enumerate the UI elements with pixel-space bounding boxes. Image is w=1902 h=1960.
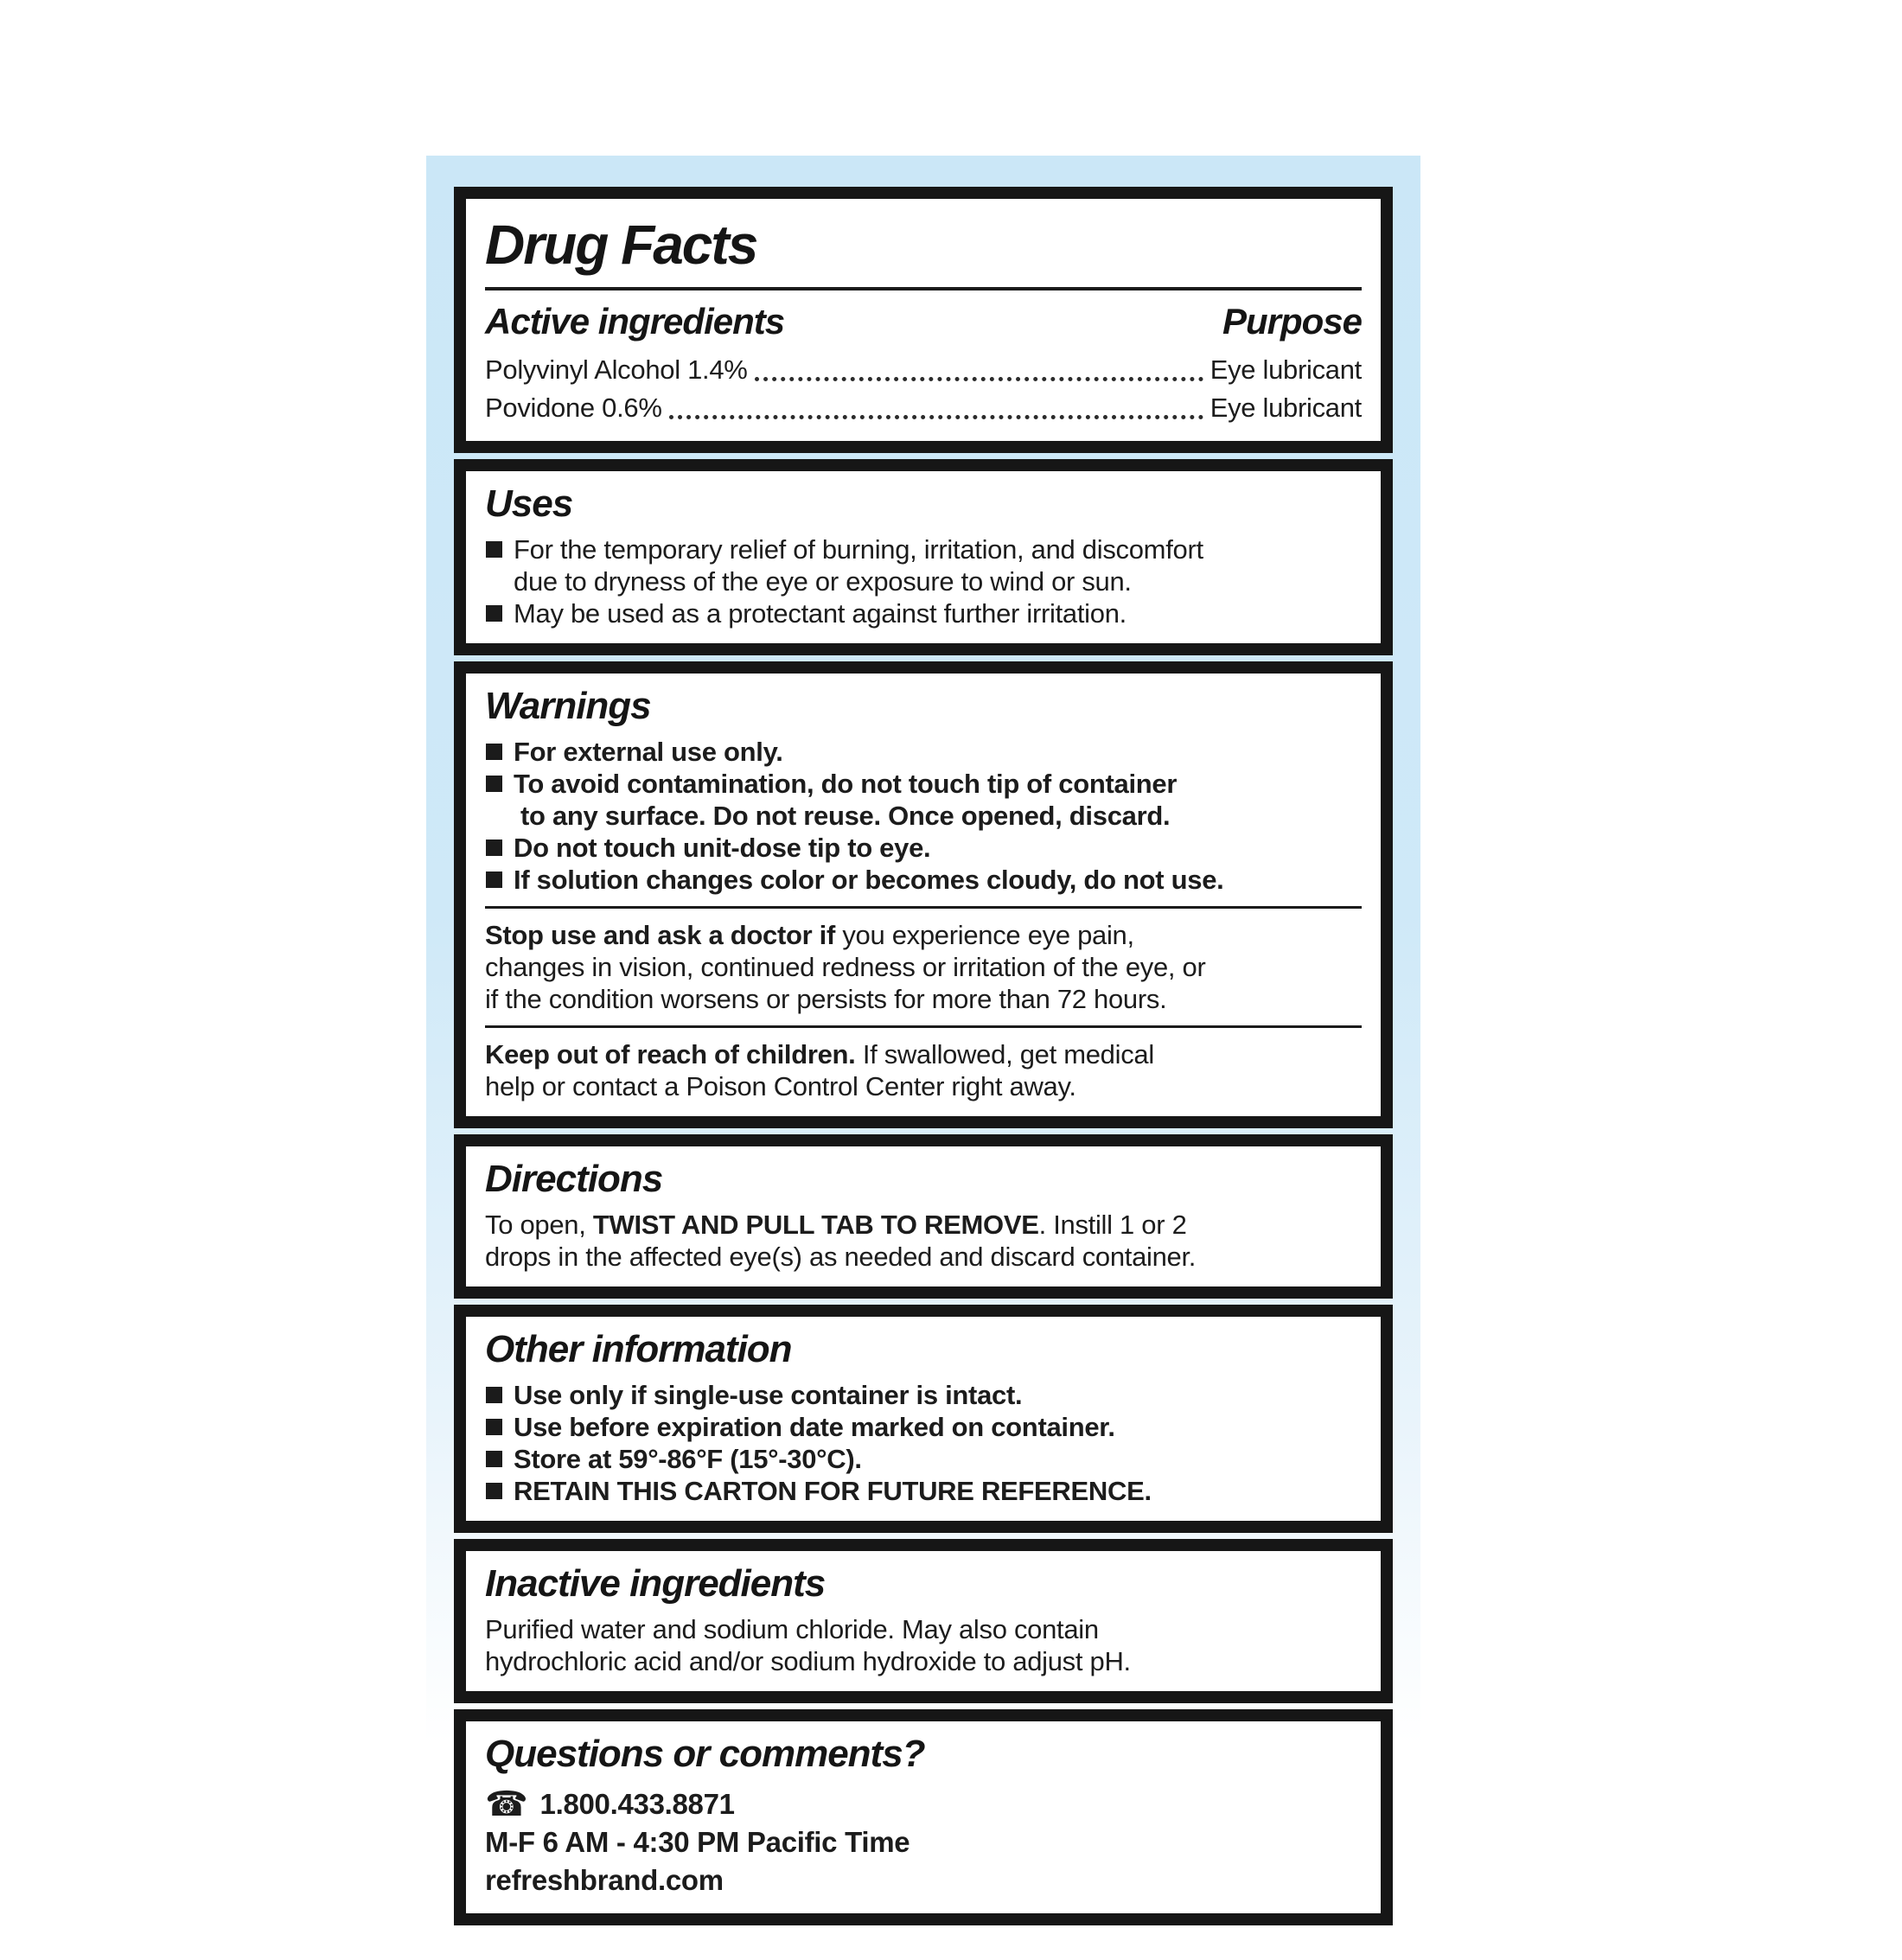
active-purpose-header-row xyxy=(485,301,1362,342)
keep-out-lead: Keep out of reach of children. xyxy=(485,1039,856,1069)
other-info-bullet xyxy=(485,1443,1362,1475)
stop-use-text: changes in vision, continued redness or irritation of the eye, or xyxy=(485,952,1206,982)
other-information-heading: Other information xyxy=(485,1328,792,1370)
keep-out-text: help or contact a Poison Control Center right away. xyxy=(485,1071,1076,1101)
uses-bullet-text: May be used as a protectant against further irritation. xyxy=(514,598,1127,629)
section-other-information xyxy=(454,1305,1393,1533)
directions-text: . Instill 1 or 2 xyxy=(1038,1210,1187,1240)
phone-icon: ☎ xyxy=(485,1785,528,1823)
stop-use-text: if the condition worsens or persists for more than 72 hours. xyxy=(485,984,1167,1014)
dot-leader xyxy=(669,415,1203,419)
phone-number: 1.800.433.8871 xyxy=(539,1788,735,1820)
stop-use-lead: Stop use and ask a doctor if xyxy=(485,920,836,950)
warning-bullet xyxy=(485,864,1362,896)
square-bullet-icon xyxy=(486,744,502,760)
drug-facts-title: Drug Facts xyxy=(485,214,757,276)
warnings-divider xyxy=(485,1025,1362,1028)
section-directions xyxy=(454,1134,1393,1299)
active-ingredient-row xyxy=(485,389,1362,427)
ingredient-name: Polyvinyl Alcohol 1.4% xyxy=(485,354,748,385)
directions-bold-text: TWIST AND PULL TAB TO REMOVE xyxy=(592,1210,1039,1240)
warning-text: If solution changes color or becomes cloudy, do not use. xyxy=(514,865,1224,895)
uses-bullet-text: due to dryness of the eye or exposure to wind or sun. xyxy=(514,566,1132,597)
other-info-bullet xyxy=(485,1475,1362,1507)
directions-text: To open, xyxy=(485,1210,593,1240)
warning-bullet xyxy=(485,832,1362,864)
hours-text: M-F 6 AM - 4:30 PM Pacific Time xyxy=(485,1826,910,1858)
warning-text: Do not touch unit-dose tip to eye. xyxy=(514,833,931,863)
uses-bullet xyxy=(485,533,1362,565)
purpose-heading: Purpose xyxy=(1222,301,1362,342)
other-info-text: Use before expiration date marked on container. xyxy=(514,1412,1115,1442)
warnings-heading: Warnings xyxy=(485,685,651,727)
warning-text: to any surface. Do not reuse. Once opened, discard. xyxy=(520,801,1171,831)
warning-text: For external use only. xyxy=(514,737,783,767)
title-divider xyxy=(485,287,1362,290)
section-title-active xyxy=(454,187,1393,453)
square-bullet-icon xyxy=(486,840,502,856)
section-uses xyxy=(454,459,1393,655)
keep-out-paragraph xyxy=(485,1038,1362,1102)
section-questions xyxy=(454,1709,1393,1925)
other-info-bullet xyxy=(485,1411,1362,1443)
active-ingredients-heading: Active ingredients xyxy=(485,301,785,342)
warning-bullet xyxy=(485,736,1362,768)
square-bullet-icon xyxy=(486,1483,502,1499)
website-text: refreshbrand.com xyxy=(485,1864,724,1896)
warning-bullet xyxy=(485,768,1362,800)
section-warnings xyxy=(454,661,1393,1128)
uses-bullet-text: For the temporary relief of burning, irritation, and discomfort xyxy=(514,534,1203,565)
uses-heading: Uses xyxy=(485,482,573,525)
inactive-ingredients-heading: Inactive ingredients xyxy=(485,1562,826,1605)
square-bullet-icon xyxy=(486,871,502,888)
other-info-text: Use only if single-use container is intact. xyxy=(514,1380,1023,1410)
blue-panel xyxy=(426,156,1420,1960)
other-info-bullet xyxy=(485,1379,1362,1411)
inactive-ingredients-text: hydrochloric acid and/or sodium hydroxide to adjust pH. xyxy=(485,1646,1131,1676)
square-bullet-icon xyxy=(486,776,502,792)
questions-heading: Questions or comments? xyxy=(485,1733,925,1775)
square-bullet-icon xyxy=(486,605,502,622)
directions-text: drops in the affected eye(s) as needed and discard container. xyxy=(485,1242,1197,1272)
directions-heading: Directions xyxy=(485,1158,663,1200)
stop-use-text: you experience eye pain, xyxy=(835,920,1134,950)
drug-facts-label xyxy=(454,187,1393,1925)
warning-text: To avoid contamination, do not touch tip of container xyxy=(514,769,1178,799)
keep-out-text: If swallowed, get medical xyxy=(855,1039,1154,1069)
square-bullet-icon xyxy=(486,1451,502,1467)
uses-bullet xyxy=(485,597,1362,629)
inactive-ingredients-text: Purified water and sodium chloride. May also contain xyxy=(485,1614,1099,1644)
ingredient-purpose: Eye lubricant xyxy=(1209,354,1362,385)
active-ingredient-row xyxy=(485,351,1362,389)
phone-row xyxy=(485,1784,1362,1823)
dot-leader xyxy=(755,377,1203,381)
warnings-divider xyxy=(485,906,1362,909)
square-bullet-icon xyxy=(486,1387,502,1403)
ingredient-purpose: Eye lubricant xyxy=(1209,393,1362,423)
ingredient-name: Povidone 0.6% xyxy=(485,393,662,423)
square-bullet-icon xyxy=(486,1419,502,1435)
section-inactive-ingredients xyxy=(454,1539,1393,1703)
square-bullet-icon xyxy=(486,541,502,558)
other-info-text: RETAIN THIS CARTON FOR FUTURE REFERENCE. xyxy=(514,1476,1152,1506)
stop-use-paragraph xyxy=(485,919,1362,1015)
other-info-text: Store at 59°-86°F (15°-30°C). xyxy=(514,1444,862,1474)
